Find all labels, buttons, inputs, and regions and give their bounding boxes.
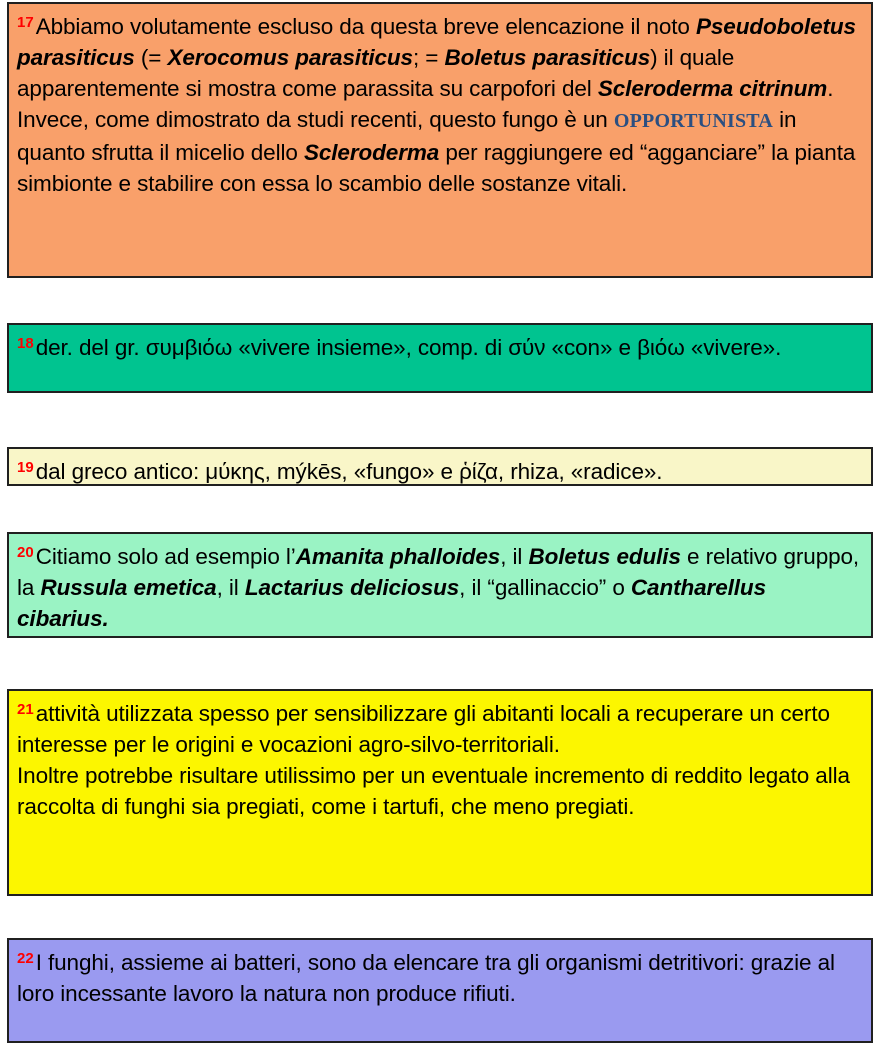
footnote-number-20: 20 <box>17 544 34 561</box>
footnote-number-21: 21 <box>17 701 34 718</box>
footnote-22-text: I funghi, assieme ai batteri, sono da elencare tra gli organismi detritivori: grazie al loro incessante lavoro la natura non produce rifiuti. <box>17 950 835 1006</box>
footnote-18-paragraph-1 <box>17 328 863 363</box>
footnote-number-22: 22 <box>17 950 34 967</box>
footnote-17-text-h: per raggiungere ed “agganciare” la pianta simbionte e stabilire con essa lo scambio delle sostanze vitali. <box>17 140 856 196</box>
footnote-20-paragraph-1 <box>17 537 863 634</box>
footnote-17-text-e: . <box>827 76 834 101</box>
footnote-17-text-b: (= <box>134 45 168 70</box>
footnote-20-text-d: , il <box>216 575 245 600</box>
footnote-20-text-b: , il <box>500 544 529 569</box>
species-lactarius-deliciosus: Lactarius deliciosus <box>244 575 460 600</box>
footnote-17-text-g: in quanto sfrutta il micelio dello <box>17 107 797 165</box>
footnote-box-22 <box>7 938 873 1043</box>
footnote-box-17 <box>7 2 873 278</box>
footnote-box-19 <box>7 447 873 486</box>
footnote-17-text-d: ) il quale apparentemente si mostra come parassita su carpofori del <box>17 45 735 101</box>
emphasis-opportunista: OPPORTUNISTA <box>613 110 773 132</box>
species-pseudoboletus-parasiticus: Pseudoboletus parasiticus <box>17 14 856 70</box>
species-russula-emetica: Russula emetica <box>40 575 217 600</box>
footnote-17-paragraph-1 <box>17 7 863 104</box>
footnote-box-21 <box>7 689 873 896</box>
species-amanita-phalloides: Amanita phalloides <box>295 544 501 569</box>
footnote-18-text: der. del gr. συμβιόω «vivere insieme», comp. di σύν «con» e βιόω «vivere». <box>35 335 782 360</box>
footnote-21-text-1: attività utilizzata spesso per sensibilizzare gli abitanti locali a recuperare un certo interesse per le origini e vocazioni agro-silvo-territoriali. <box>17 701 830 757</box>
footnote-number-19: 19 <box>17 459 34 476</box>
footnote-19-paragraph-1 <box>17 452 863 487</box>
footnote-17-paragraph-2 <box>17 104 863 199</box>
species-cantharellus-cibarius: Cantharellus cibarius. <box>17 575 766 631</box>
footnote-number-17: 17 <box>17 14 34 31</box>
footnote-17-text-c: ; = <box>412 45 445 70</box>
footnote-20-text-a: Citiamo solo ad esempio l’ <box>35 544 296 569</box>
footnote-box-18 <box>7 323 873 393</box>
species-scleroderma: Scleroderma <box>303 140 440 165</box>
footnote-19-text: dal greco antico: μύκης, mýkēs, «fungo» e ῥίζα, rhiza, «radice». <box>35 459 663 484</box>
footnote-20-text-e: , il “gallinaccio” o <box>459 575 631 600</box>
footnote-box-20 <box>7 532 873 638</box>
footnote-20-text-c: e relativo gruppo, la <box>17 544 860 600</box>
footnote-21-paragraph-1 <box>17 694 863 760</box>
footnote-21-text-2: Inoltre potrebbe risultare utilissimo per un eventuale incremento di reddito legato alla raccolta di funghi sia pregiati, come i tartufi, che meno pregiati. <box>17 763 850 819</box>
species-boletus-edulis: Boletus edulis <box>528 544 681 569</box>
species-boletus-parasiticus: Boletus parasiticus <box>444 45 651 70</box>
species-scleroderma-citrinum: Scleroderma citrinum <box>597 76 828 101</box>
footnote-22-paragraph-1 <box>17 943 863 1009</box>
footnote-17-text-a: Abbiamo volutamente escluso da questa breve elencazione il noto <box>35 14 696 39</box>
footnote-17-text-f: Invece, come dimostrato da studi recenti, questo fungo è un <box>17 107 614 132</box>
species-xerocomus-parasiticus: Xerocomus parasiticus <box>167 45 413 70</box>
footnote-number-18: 18 <box>17 335 34 352</box>
footnote-21-paragraph-2 <box>17 760 863 822</box>
